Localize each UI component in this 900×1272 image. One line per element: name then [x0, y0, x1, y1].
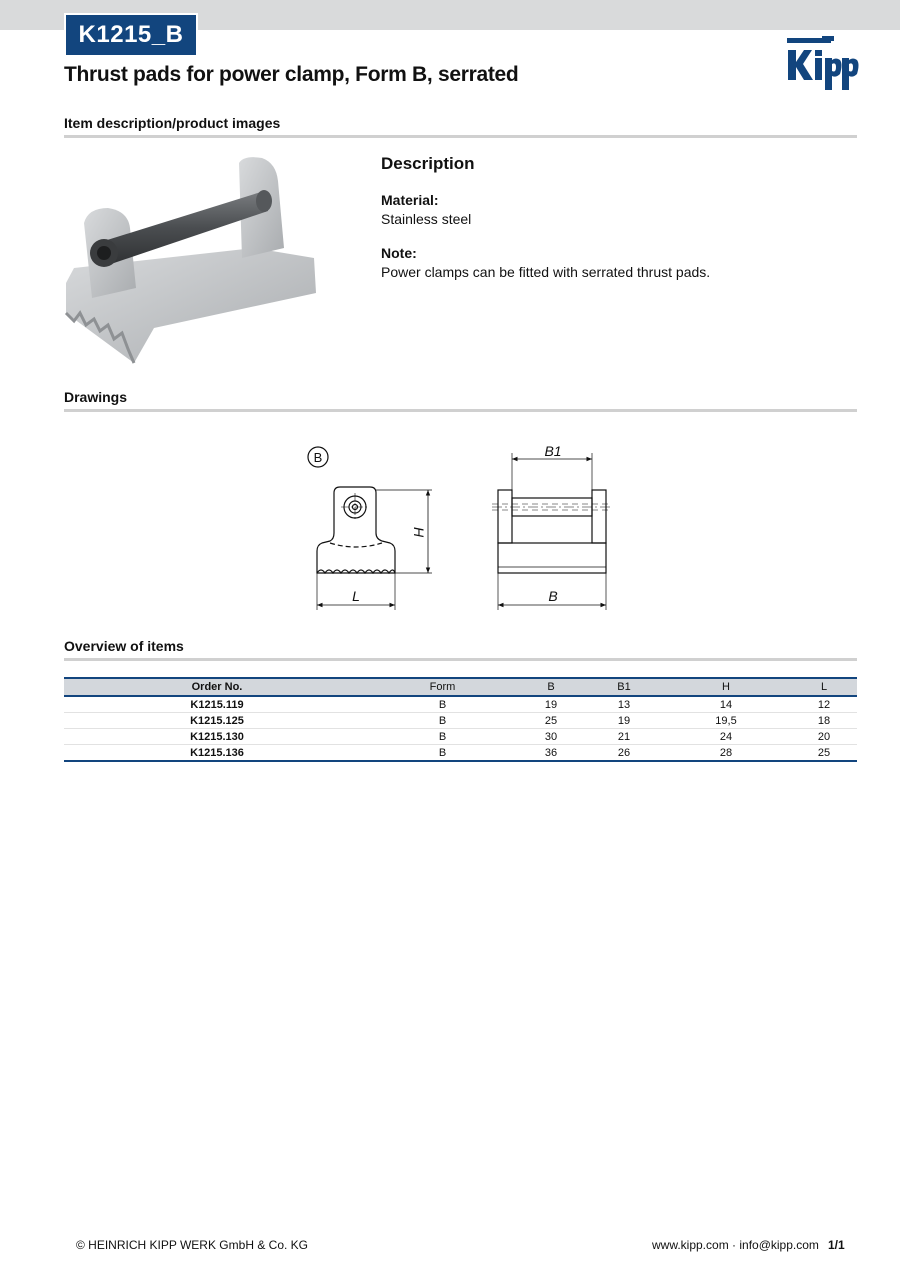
col-header-b1: B1: [587, 678, 661, 696]
col-header-order-no: Order No.: [64, 678, 370, 696]
table-row: [64, 745, 857, 762]
order-no-cell: K1215.125: [64, 713, 370, 729]
col-header-l: L: [791, 678, 857, 696]
b-cell: 25: [515, 713, 587, 729]
footer-page-number: 1/1: [828, 1238, 845, 1252]
table-row: [64, 696, 857, 713]
section-rule: [64, 409, 857, 412]
items-table: [64, 677, 857, 762]
col-header-h: H: [661, 678, 791, 696]
h-cell: 19,5: [661, 713, 791, 729]
l-cell: 18: [791, 713, 857, 729]
kipp-logo: [784, 36, 860, 92]
description-heading: Description: [381, 154, 475, 173]
description-block: [381, 154, 851, 297]
table-header-row: [64, 678, 857, 696]
b1-cell: 21: [587, 729, 661, 745]
technical-drawing: [290, 435, 630, 620]
l-cell: 25: [791, 745, 857, 762]
section-rule: [64, 135, 857, 138]
b-cell: 36: [515, 745, 587, 762]
form-cell: B: [370, 745, 515, 762]
h-cell: 14: [661, 696, 791, 713]
form-cell: B: [370, 713, 515, 729]
section-rule: [64, 658, 857, 661]
product-photo: [64, 153, 322, 368]
form-cell: B: [370, 696, 515, 713]
note-label: Note:: [381, 245, 417, 261]
col-header-b: B: [515, 678, 587, 696]
table-row: [64, 729, 857, 745]
order-no-cell: K1215.136: [64, 745, 370, 762]
b1-cell: 26: [587, 745, 661, 762]
b1-cell: 19: [587, 713, 661, 729]
dim-h-label: H: [411, 526, 427, 538]
footer-contact: www.kipp.com · info@kipp.com: [652, 1238, 819, 1252]
table-row: [64, 713, 857, 729]
form-cell: B: [370, 729, 515, 745]
order-no-cell: K1215.119: [64, 696, 370, 713]
h-cell: 28: [661, 745, 791, 762]
h-cell: 24: [661, 729, 791, 745]
section-drawings-heading: Drawings: [64, 389, 128, 405]
material-label: Material:: [381, 192, 439, 208]
dim-b-label: B: [548, 588, 558, 604]
l-cell: 12: [791, 696, 857, 713]
footer-copyright: © HEINRICH KIPP WERK GmbH & Co. KG: [76, 1238, 308, 1252]
b-cell: 30: [515, 729, 587, 745]
col-header-form: Form: [370, 678, 515, 696]
l-cell: 20: [791, 729, 857, 745]
product-code-badge: [64, 13, 198, 57]
note-value: Power clamps can be fitted with serrated thrust pads.: [381, 264, 711, 280]
form-label: B: [313, 450, 323, 465]
section-product-heading: Item description/product images: [64, 115, 281, 131]
b-cell: 19: [515, 696, 587, 713]
page-title: Thrust pads for power clamp, Form B, serrated: [64, 63, 519, 86]
section-overview-heading: Overview of items: [64, 638, 184, 654]
material-value: Stainless steel: [381, 211, 472, 227]
dim-l-label: L: [352, 588, 360, 604]
order-no-cell: K1215.130: [64, 729, 370, 745]
product-code: K1215_B: [78, 21, 184, 48]
b1-cell: 13: [587, 696, 661, 713]
dim-b1-label: B1: [544, 443, 562, 459]
